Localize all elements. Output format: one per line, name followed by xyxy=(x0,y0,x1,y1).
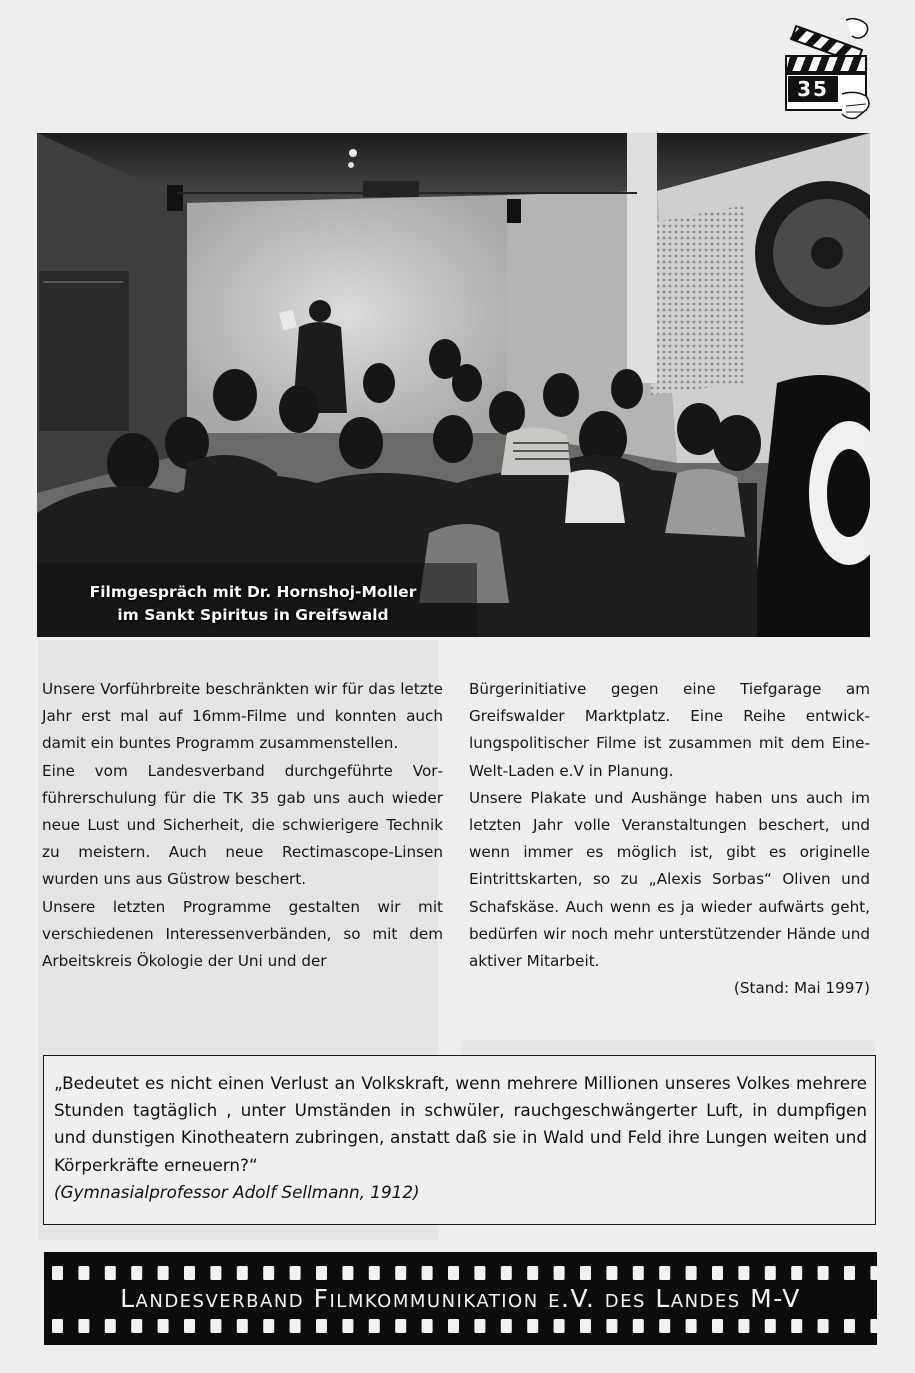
sprocket-hole xyxy=(791,1266,802,1280)
sprocket-hole xyxy=(158,1319,169,1333)
sprocket-hole xyxy=(633,1266,644,1280)
sprocket-hole xyxy=(738,1266,749,1280)
clapperboard-icon xyxy=(784,14,876,122)
paragraph: Unsere Plakate und Aushänge haben uns auch im letzten Jahr volle Veranstaltungen beschert, und wenn immer es möglich ist, gibt es originelle Eintrittskarten, so zu „Alexis Sorbas“ Oliven und Schafskäse. Auch wenn es ja wieder aufwärts geht, bedürfen wir noch mehr unterstützender Hände und aktiver Mitarbeit. xyxy=(469,788,870,971)
sprocket-hole xyxy=(52,1319,63,1333)
sprocket-hole xyxy=(818,1319,829,1333)
sprocket-hole xyxy=(422,1319,433,1333)
quote-source: (Gymnasialprofessor Adolf Sellmann, 1912) xyxy=(54,1181,420,1202)
sprocket-hole xyxy=(210,1266,221,1280)
sprocket-hole xyxy=(237,1266,248,1280)
sprocket-hole xyxy=(316,1319,327,1333)
filmstrip-sprocket-holes-top xyxy=(44,1264,877,1282)
sprocket-hole xyxy=(316,1266,327,1280)
filmstrip-footer xyxy=(44,1252,877,1345)
sprocket-hole xyxy=(78,1319,89,1333)
sprocket-hole xyxy=(870,1266,877,1280)
sprocket-hole xyxy=(606,1266,617,1280)
sprocket-hole xyxy=(474,1266,485,1280)
sprocket-hole xyxy=(52,1266,63,1280)
sprocket-hole xyxy=(105,1266,116,1280)
sprocket-hole xyxy=(844,1266,855,1280)
sprocket-hole xyxy=(606,1319,617,1333)
cinema-audience-illustration xyxy=(37,133,870,637)
sprocket-hole xyxy=(474,1319,485,1333)
sprocket-hole xyxy=(765,1266,776,1280)
filmstrip-sprocket-holes-bottom xyxy=(44,1317,877,1335)
sprocket-hole xyxy=(501,1319,512,1333)
sprocket-hole xyxy=(342,1266,353,1280)
sprocket-hole xyxy=(184,1266,195,1280)
sprocket-hole xyxy=(263,1266,274,1280)
article-column-right xyxy=(469,676,870,1002)
sprocket-hole xyxy=(686,1266,697,1280)
sprocket-hole xyxy=(554,1319,565,1333)
sprocket-hole xyxy=(501,1266,512,1280)
sprocket-hole xyxy=(818,1266,829,1280)
status-date: (Stand: Mai 1997) xyxy=(733,979,870,998)
sprocket-hole xyxy=(738,1319,749,1333)
sprocket-hole xyxy=(765,1319,776,1333)
sprocket-hole xyxy=(712,1319,723,1333)
sprocket-hole xyxy=(290,1319,301,1333)
sprocket-hole xyxy=(184,1319,195,1333)
sprocket-hole xyxy=(527,1266,538,1280)
sprocket-hole xyxy=(580,1319,591,1333)
paragraph: Unsere Vorführbreite beschränkten wir für das letzte Jahr erst mal auf 16mm-Filme und konnten auch damit ein buntes Programm zusammenstellen. xyxy=(42,680,443,753)
sprocket-hole xyxy=(448,1266,459,1280)
quote-text: „Bedeutet es nicht einen Verlust an Volkskraft, wenn mehrere Millionen unseres Volkes mehrere Stunden tagtäglich , unter Umständen in schwüler, rauchgeschwängerter Luft, in dumpfigen und dunstigen Kinotheatern zubringen, anstatt daß sie in Wald und Feld ihre Lungen weiten und Körperkräfte erneuern?“ xyxy=(54,1073,867,1175)
sprocket-hole xyxy=(131,1319,142,1333)
sprocket-hole xyxy=(395,1319,406,1333)
sprocket-hole xyxy=(580,1266,591,1280)
page-number: 35 xyxy=(788,76,838,102)
sprocket-hole xyxy=(78,1266,89,1280)
sprocket-hole xyxy=(686,1319,697,1333)
sprocket-hole xyxy=(369,1319,380,1333)
quote-box xyxy=(43,1055,876,1225)
paragraph: Eine vom Landesverband durchgeführte Vorführerschulung für die TK 35 gab uns auch wieder neue Lust und Sicherheit, die schwierigere Technik zu meistern. Auch neue Rectimascope-Linsen wurden uns aus Güstrow beschert. xyxy=(42,761,443,889)
photo-caption-line-2: im Sankt Spiritus in Greifswald xyxy=(117,606,389,624)
sprocket-hole xyxy=(131,1266,142,1280)
sprocket-hole xyxy=(712,1266,723,1280)
sprocket-hole xyxy=(342,1319,353,1333)
sprocket-hole xyxy=(527,1319,538,1333)
paragraph: Bürgerinitiative gegen eine Tiefgarage am Greifswalder Marktplatz. Eine Reihe entwicklungspolitischer Filme ist zusammen mit dem Eine-Welt-Laden e.V in Planung. xyxy=(469,680,870,780)
sprocket-hole xyxy=(448,1319,459,1333)
sprocket-hole xyxy=(554,1266,565,1280)
sprocket-hole xyxy=(395,1266,406,1280)
sprocket-hole xyxy=(105,1319,116,1333)
sprocket-hole xyxy=(158,1266,169,1280)
sprocket-hole xyxy=(237,1319,248,1333)
sprocket-hole xyxy=(870,1319,877,1333)
sprocket-hole xyxy=(844,1319,855,1333)
event-photo xyxy=(37,133,870,637)
sprocket-hole xyxy=(422,1266,433,1280)
sprocket-hole xyxy=(210,1319,221,1333)
sprocket-hole xyxy=(263,1319,274,1333)
sprocket-hole xyxy=(633,1319,644,1333)
paragraph: Unsere letzten Programme gestalten wir mit verschiedenen Interessenverbänden, so mit dem Arbeitskreis Ökologie der Uni und der xyxy=(42,897,443,971)
sprocket-hole xyxy=(369,1266,380,1280)
sprocket-hole xyxy=(791,1319,802,1333)
photo-caption xyxy=(53,581,453,627)
sprocket-hole xyxy=(659,1319,670,1333)
sprocket-hole xyxy=(659,1266,670,1280)
photo-caption-line-1: Filmgespräch mit Dr. Hornshoj-Moller xyxy=(89,583,417,601)
footer-title: Landesverband Filmkommunikation e.V. des Landes M-V xyxy=(120,1284,801,1313)
article-column-left xyxy=(42,676,443,975)
sprocket-hole xyxy=(290,1266,301,1280)
